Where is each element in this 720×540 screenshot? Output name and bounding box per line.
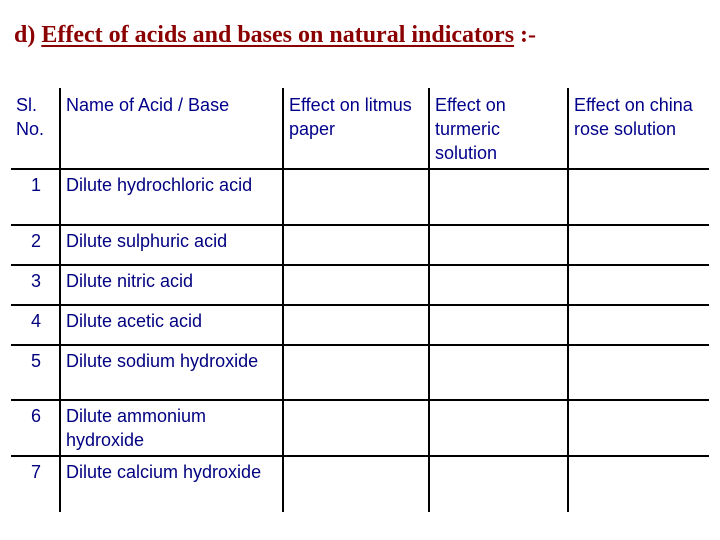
row-litmus <box>283 400 429 456</box>
table-row <box>11 400 709 456</box>
row-name: Dilute calcium hydroxide <box>60 456 283 512</box>
row-sl-no: 5 <box>11 345 60 400</box>
row-litmus <box>283 305 429 345</box>
heading-title: Effect of acids and bases on natural indicators <box>41 22 515 48</box>
row-turmeric <box>429 169 568 225</box>
page-heading <box>14 20 536 50</box>
row-china-rose <box>568 305 709 345</box>
row-china-rose <box>568 169 709 225</box>
row-china-rose <box>568 225 709 265</box>
row-turmeric <box>429 345 568 400</box>
table-row <box>11 225 709 265</box>
header-sl-no: Sl. No. <box>11 88 60 169</box>
row-china-rose <box>568 265 709 305</box>
header-china-rose: Effect on china rose solution <box>568 88 709 169</box>
header-name: Name of Acid / Base <box>60 88 283 169</box>
row-name: Dilute nitric acid <box>60 265 283 305</box>
row-turmeric <box>429 225 568 265</box>
row-name: Dilute ammonium hydroxide <box>60 400 283 456</box>
row-litmus <box>283 169 429 225</box>
row-name: Dilute hydrochloric acid <box>60 169 283 225</box>
heading-suffix: :- <box>514 22 537 48</box>
row-litmus <box>283 225 429 265</box>
table-row <box>11 345 709 400</box>
header-litmus: Effect on litmus paper <box>283 88 429 169</box>
row-china-rose <box>568 345 709 400</box>
indicator-table <box>11 88 709 512</box>
row-sl-no: 7 <box>11 456 60 512</box>
row-turmeric <box>429 400 568 456</box>
row-turmeric <box>429 305 568 345</box>
table-row <box>11 265 709 305</box>
row-name: Dilute sodium hydroxide <box>60 345 283 400</box>
row-litmus <box>283 265 429 305</box>
header-turmeric: Effect on turmeric solution <box>429 88 568 169</box>
row-name: Dilute acetic acid <box>60 305 283 345</box>
heading-prefix: d) <box>14 22 42 48</box>
row-turmeric <box>429 265 568 305</box>
row-litmus <box>283 456 429 512</box>
table-row <box>11 305 709 345</box>
row-name: Dilute sulphuric acid <box>60 225 283 265</box>
row-sl-no: 2 <box>11 225 60 265</box>
table-row <box>11 456 709 512</box>
table-row <box>11 169 709 225</box>
header-row <box>11 88 709 169</box>
row-sl-no: 6 <box>11 400 60 456</box>
row-sl-no: 1 <box>11 169 60 225</box>
row-sl-no: 4 <box>11 305 60 345</box>
row-litmus <box>283 345 429 400</box>
row-china-rose <box>568 456 709 512</box>
row-china-rose <box>568 400 709 456</box>
row-turmeric <box>429 456 568 512</box>
row-sl-no: 3 <box>11 265 60 305</box>
